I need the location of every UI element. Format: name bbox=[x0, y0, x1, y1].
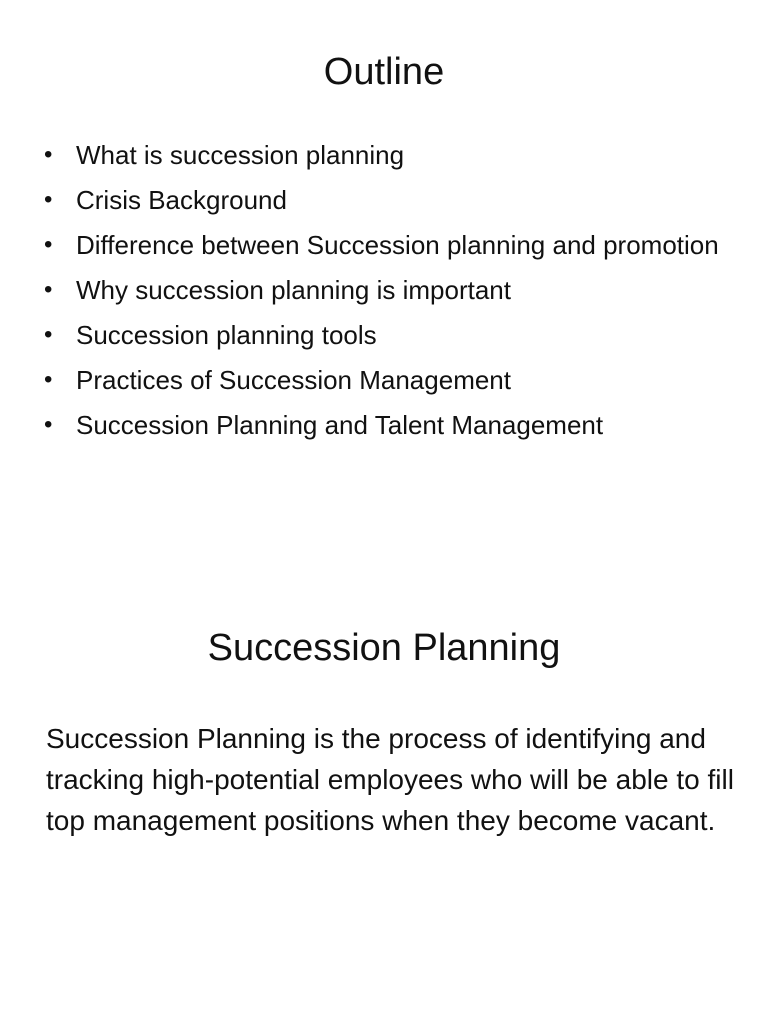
outline-bullet-item bbox=[44, 137, 734, 173]
bullet-text: Succession Planning and Talent Management bbox=[76, 410, 604, 440]
bullet-icon: • bbox=[44, 411, 53, 438]
definition-body: Succession Planning is the process of identifying and tracking high-potential employees who will be able to fill top management positions when they become vacant. bbox=[46, 723, 734, 836]
bullet-text: Difference between Succession planning and promotion bbox=[76, 230, 719, 260]
bullet-icon: • bbox=[44, 186, 53, 213]
outline-bullet-item bbox=[44, 182, 734, 218]
bullet-text: Succession planning tools bbox=[76, 320, 377, 350]
bullet-icon: • bbox=[44, 231, 53, 258]
outline-bullet-item bbox=[44, 362, 734, 398]
bullet-text: What is succession planning bbox=[76, 140, 405, 170]
definition-slide bbox=[0, 512, 768, 1024]
bullet-text: Why succession planning is important bbox=[76, 275, 511, 305]
bullet-text: Practices of Succession Management bbox=[76, 365, 511, 395]
outline-bullet-list bbox=[44, 137, 734, 452]
bullet-icon: • bbox=[44, 141, 53, 168]
outline-bullet-item bbox=[44, 317, 734, 353]
outline-bullet-item bbox=[44, 407, 734, 443]
bullet-icon: • bbox=[44, 276, 53, 303]
outline-title: Outline bbox=[323, 51, 445, 93]
outline-bullet-item bbox=[44, 272, 734, 308]
bullet-icon: • bbox=[44, 321, 53, 348]
outline-bullet-item bbox=[44, 227, 734, 263]
definition-title: Succession Planning bbox=[207, 627, 561, 669]
bullet-icon: • bbox=[44, 366, 53, 393]
bullet-text: Crisis Background bbox=[76, 185, 287, 215]
